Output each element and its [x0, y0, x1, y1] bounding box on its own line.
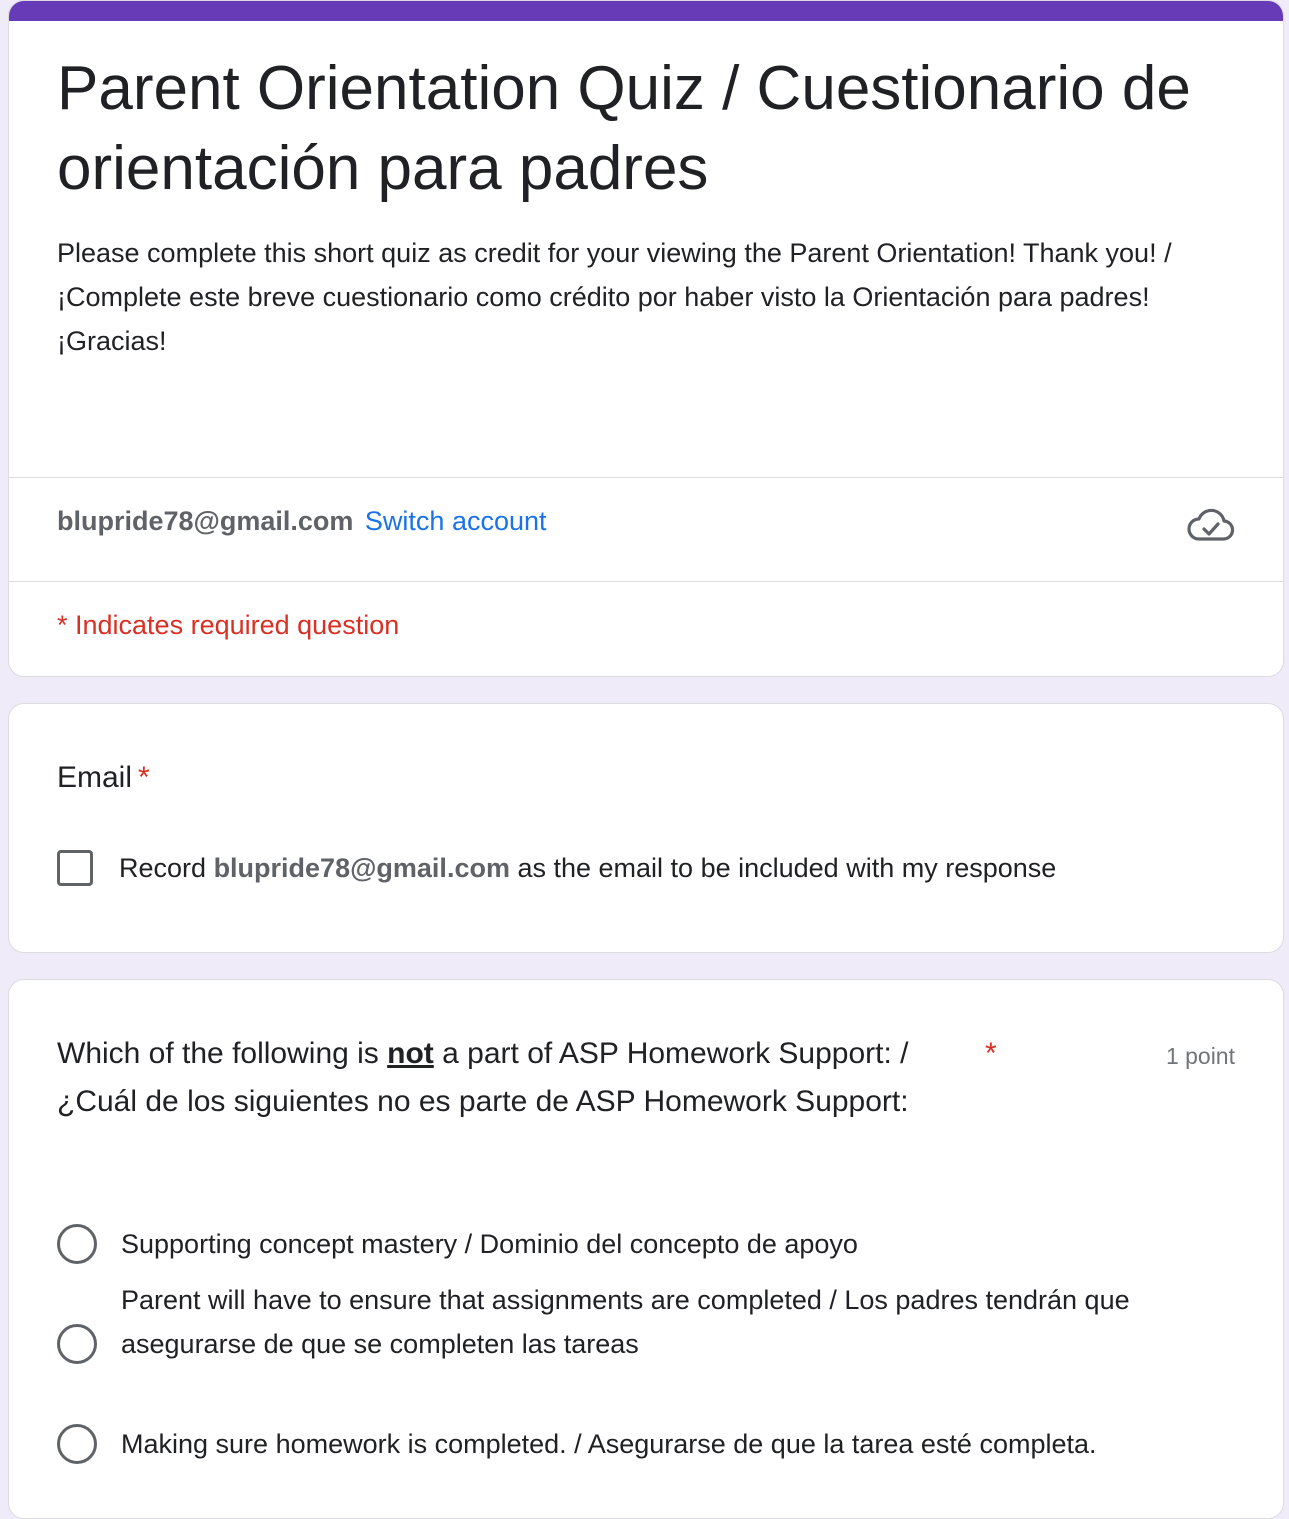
radio-button[interactable]	[57, 1324, 97, 1364]
form-accent-bar	[9, 1, 1283, 21]
description-spanish: ¡Complete este breve cuestionario como crédito por haber visto la Orientación para padres! ¡Gracias!	[57, 282, 1150, 356]
question-text-after: a part of ASP Homework Support: /	[442, 1037, 909, 1070]
answer-option-label[interactable]: Parent will have to ensure that assignments are completed / Los padres tendrán que asegurarse de que se completen las tareas	[121, 1285, 1130, 1359]
form-title: Parent Orientation Quiz / Cuestionario de orientación para padres	[57, 54, 1191, 203]
answer-option-label[interactable]: Supporting concept mastery / Dominio del concepto de apoyo	[121, 1229, 858, 1259]
email-question-title	[57, 754, 150, 802]
required-question-note: * Indicates required question	[57, 610, 400, 640]
record-email-label[interactable]	[119, 848, 1056, 888]
divider	[9, 477, 1283, 478]
question-points: 1 point	[1165, 1043, 1235, 1069]
question-text	[57, 1030, 997, 1126]
required-asterisk: *	[985, 1037, 997, 1070]
checkbox-email: blupride78@gmail.com	[213, 853, 510, 883]
radio-button[interactable]	[57, 1424, 97, 1464]
checkbox-prefix: Record	[119, 853, 207, 883]
record-email-checkbox[interactable]	[57, 850, 93, 886]
email-title-text: Email	[57, 761, 133, 794]
question-text-spanish: ¿Cuál de los siguientes no es parte de ASP Homework Support:	[57, 1085, 909, 1118]
required-asterisk: *	[138, 761, 150, 794]
question-card	[8, 979, 1284, 1519]
radio-button[interactable]	[57, 1224, 97, 1264]
cloud-check-icon[interactable]	[1187, 505, 1235, 545]
account-email: blupride78@gmail.com	[57, 506, 354, 536]
form-description	[57, 231, 1237, 363]
question-text-before: Which of the following is	[57, 1037, 379, 1070]
question-emphasis: not	[387, 1037, 434, 1070]
description-english: Please complete this short quiz as credit for your viewing the Parent Orientation! Thank you! /	[57, 238, 1172, 268]
switch-account-link[interactable]: Switch account	[364, 506, 547, 536]
account-row	[57, 501, 547, 541]
form-header-card	[8, 0, 1284, 677]
email-question-card	[8, 703, 1284, 953]
divider	[9, 581, 1283, 582]
answer-option-label[interactable]: Making sure homework is completed. / Asegurarse de que la tarea esté completa.	[121, 1429, 1097, 1459]
checkbox-suffix: as the email to be included with my response	[517, 853, 1057, 883]
